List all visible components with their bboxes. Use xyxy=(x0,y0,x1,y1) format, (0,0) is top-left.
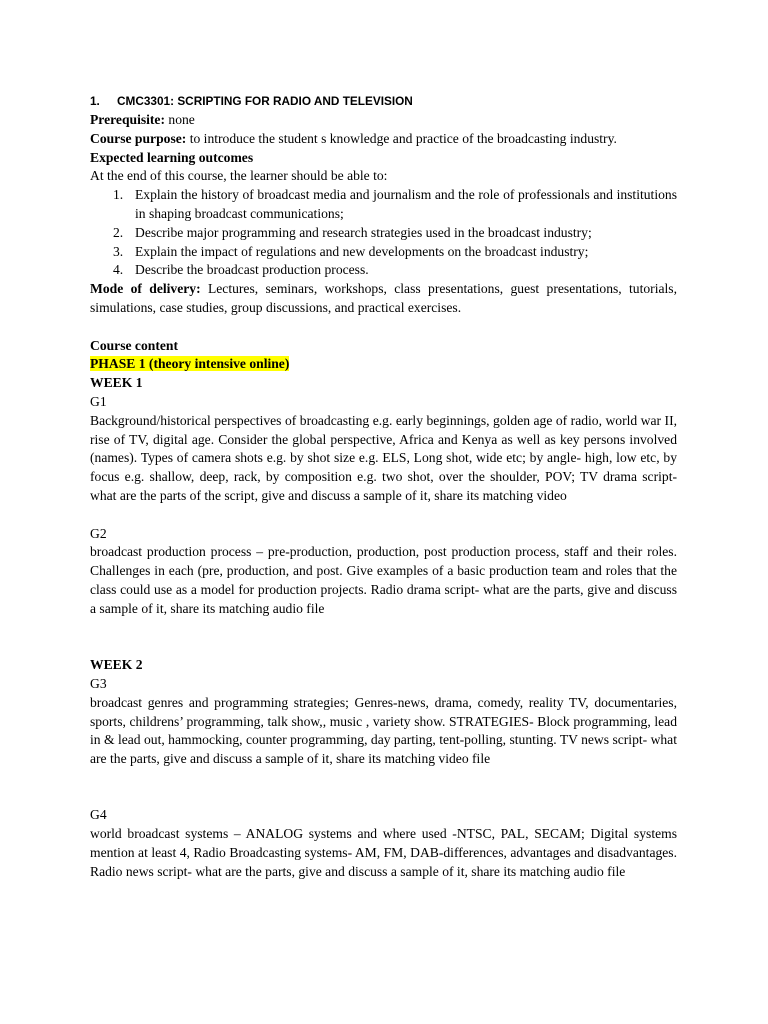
course-content-heading xyxy=(90,337,677,356)
delivery-label: Mode of delivery: xyxy=(90,281,201,297)
group-id: G2 xyxy=(90,525,107,541)
spacer xyxy=(90,619,677,657)
outcome-item xyxy=(113,224,677,243)
group-description: broadcast production process – pre-production, production, post production process, staff and their roles. Challenges in each (pre, production, and post. Give examples of a basic production team and roles that the class could use as a model for production projects. Radio drama script- what are the parts, give and discuss a sample of it, share its matching audio file xyxy=(90,544,677,616)
week-heading xyxy=(90,656,677,675)
prerequisite-label: Prerequisite: xyxy=(90,112,165,127)
delivery-line xyxy=(90,280,677,318)
course-heading xyxy=(90,92,677,111)
week-label: WEEK 2 xyxy=(90,657,143,673)
prerequisite-line xyxy=(90,111,677,130)
phase-highlight: PHASE 1 (theory intensive online) xyxy=(90,356,290,372)
group-id: G3 xyxy=(90,675,107,691)
spacer xyxy=(90,506,677,525)
group-description: broadcast genres and programming strategies; Genres-news, drama, comedy, reality TV, documentaries, sports, childrens’ programming, talk show,, music , variety show. STRATEGIES- Block programming, lead in & lead out, hammocking, counter programming, day parting, tent-polling, stunting. TV news script- what are the parts, give and discuss a sample of it, share its matching video file xyxy=(90,694,677,767)
course-purpose-line xyxy=(90,130,677,149)
delivery-value: Lectures, seminars, workshops, class presentations, guest presentations, tutorials, simulations, case studies, group discussions, and practical exercises. xyxy=(90,281,677,315)
course-number: 1. xyxy=(90,94,100,108)
course-purpose-value: to introduce the student s knowledge and practice of the broadcasting industry. xyxy=(186,130,617,146)
course-purpose-label: Course purpose: xyxy=(90,130,187,146)
outcomes-heading xyxy=(90,149,677,168)
outcomes-intro: At the end of this course, the learner should be able to: xyxy=(90,168,388,184)
outcome-text: Explain the history of broadcast media and journalism and the role of professionals and institutions in shaping broadcast communications; xyxy=(135,187,677,221)
prerequisite-value: none xyxy=(165,112,195,127)
group-description: Background/historical perspectives of broadcasting e.g. early beginnings, golden age of radio, world war II, rise of TV, digital age. Consider the global perspective, Africa and Kenya as well as key persons involved (names). Types of camera shots e.g. by shot size e.g. ELS, Long shot, wide etc; by angle- high, low etc, by focus e.g. shallow, deep, rack, by composition e.g. two shot, over the shoulder, POV; TV drama script- what are the parts of the script, give and discuss a sample of it, share its matching video xyxy=(90,412,677,503)
spacer xyxy=(90,769,677,807)
outcome-number: 3. xyxy=(113,243,124,259)
document-page xyxy=(90,92,677,882)
outcome-text: Describe major programming and research strategies used in the broadcast industry; xyxy=(135,224,592,240)
outcome-item xyxy=(113,261,677,280)
group-id: G4 xyxy=(90,807,107,823)
outcome-number: 2. xyxy=(113,224,124,240)
course-title: CMC3301: SCRIPTING FOR RADIO AND TELEVISION xyxy=(117,94,413,108)
outcomes-heading-text: Expected learning outcomes xyxy=(90,149,254,165)
outcomes-list xyxy=(90,186,677,280)
outcome-item xyxy=(113,186,677,224)
week-label: WEEK 1 xyxy=(90,375,143,391)
outcome-text: Describe the broadcast production process. xyxy=(135,262,369,278)
phase-line xyxy=(90,355,677,374)
group-description: world broadcast systems – ANALOG systems and where used -NTSC, PAL, SECAM; Digital systems mention at least 4, Radio Broadcasting systems- AM, FM, DAB-differences, advantages and disadvantages. Radio news script- what are the parts, give and discuss a sample of it, share its matching audio file xyxy=(90,826,677,879)
week-heading xyxy=(90,374,677,393)
outcome-item xyxy=(113,243,677,262)
outcome-text: Explain the impact of regulations and new developments on the broadcast industry; xyxy=(135,243,589,259)
course-content-heading-text: Course content xyxy=(90,337,178,353)
group-id: G1 xyxy=(90,393,107,409)
outcome-number: 1. xyxy=(113,187,124,203)
outcome-number: 4. xyxy=(113,262,124,278)
spacer xyxy=(90,318,677,337)
